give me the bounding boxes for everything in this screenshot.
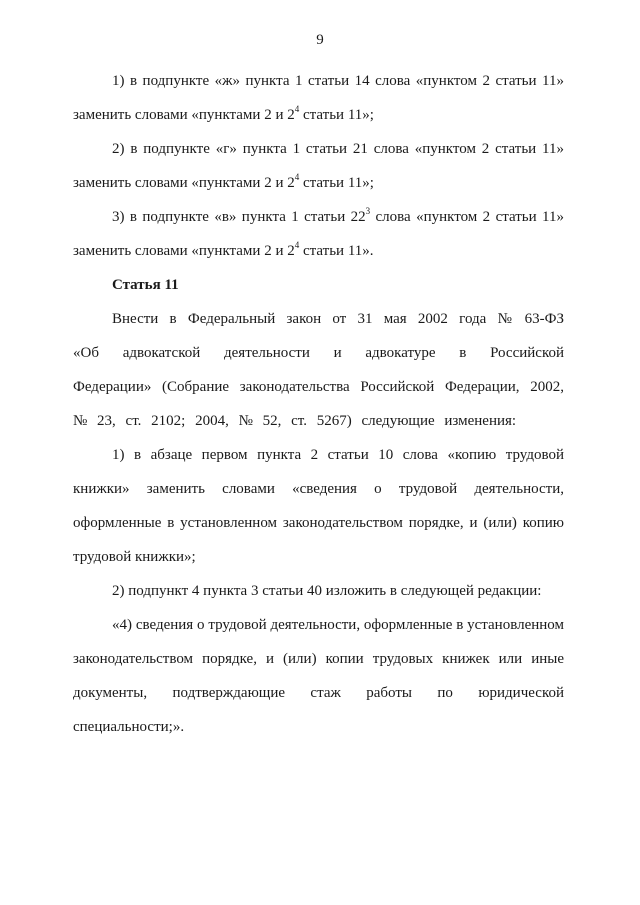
- article11-intro: Внести в Федеральный закон от 31 мая 2002 года № 63-ФЗ «Об адвокатской деятельности и адвокатуре в Российской Федерации» (Собрание законодательства Российской Федерации, 2002, № 23, ст. 2102; 2004, № 52, ст. 5267) следующие изменения:: [73, 311, 564, 429]
- article10-item-2: [73, 132, 564, 200]
- page-number: 9: [316, 32, 324, 48]
- text-fragment: 2) в подпункте «г» пункта 1 статьи 21 слова «пунктом 2 статьи 11» заменить словами «пунктами 2 и 2: [73, 141, 564, 191]
- article11-item-2-quote: «4) сведения о трудовой деятельности, оформленные в установленном законодательством порядке, и (или) копии трудовых книжек или иные документы, подтверждающие стаж работы по юридической специальности;».: [73, 617, 564, 735]
- superscript: 3: [365, 206, 371, 216]
- article11-item-1: 1) в абзаце первом пункта 2 статьи 10 слова «копию трудовой книжки» заменить словами «сведения о трудовой деятельности, оформленные в установленном законодательством порядке, и (или) копию трудовой книжки»;: [73, 447, 564, 565]
- article10-item-1: [73, 64, 564, 132]
- text-fragment: 3) в подпункте «в» пункта 1 статьи 22: [112, 209, 366, 225]
- superscript: 4: [294, 104, 300, 114]
- text-fragment: статьи 11»;: [299, 107, 374, 123]
- article10-item-3: [73, 200, 564, 268]
- article11-heading: Статья 11: [112, 277, 179, 293]
- text-fragment: 1) в подпункте «ж» пункта 1 статьи 14 слова «пунктом 2 статьи 11» заменить словами «пунктами 2 и 2: [73, 73, 564, 123]
- text-fragment: статьи 11».: [299, 243, 374, 259]
- text-fragment: статьи 11»;: [299, 175, 374, 191]
- superscript: 4: [294, 240, 300, 250]
- article11-item-2: 2) подпункт 4 пункта 3 статьи 40 изложить в следующей редакции:: [112, 583, 542, 599]
- superscript: 4: [294, 172, 300, 182]
- document-body: [73, 64, 564, 744]
- text-fragment: слова «пунктом 2 статьи 11» заменить словами «пунктами 2 и 2: [73, 209, 564, 259]
